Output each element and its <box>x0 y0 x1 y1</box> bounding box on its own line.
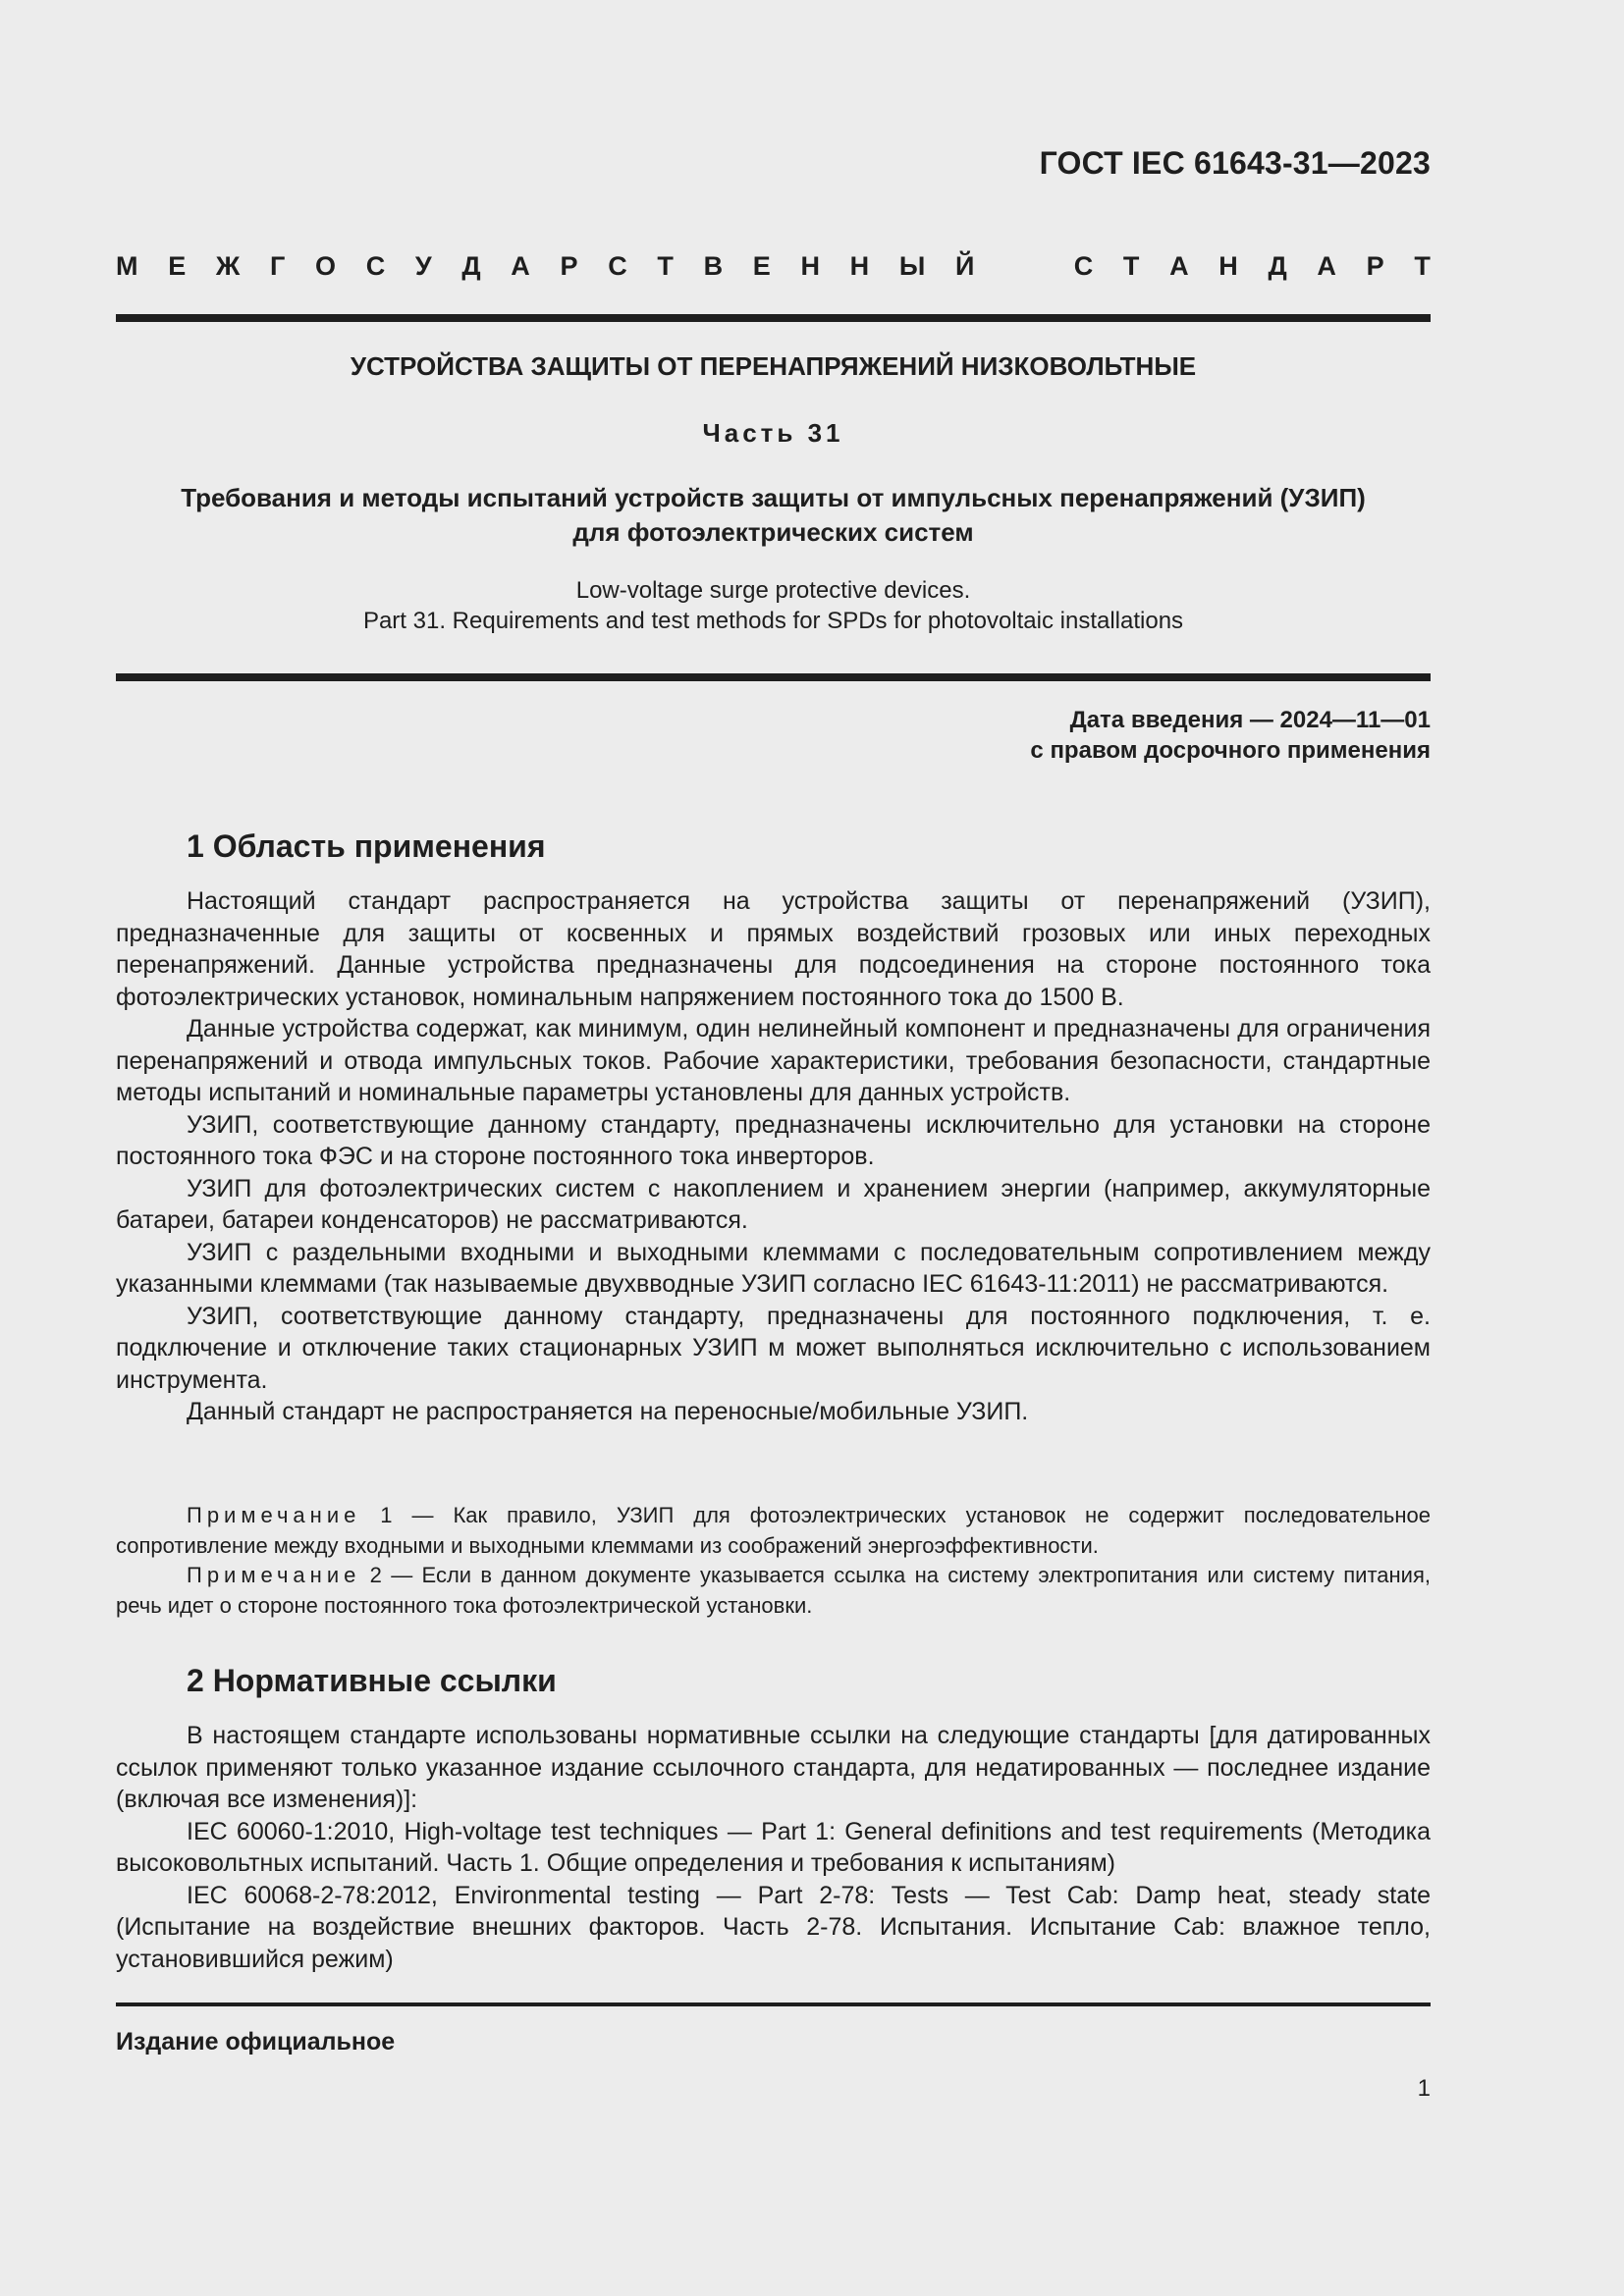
kind-letter: А <box>1169 251 1189 281</box>
section-2-title: 2 Нормативные ссылки <box>187 1663 557 1698</box>
document-page <box>116 0 1431 2296</box>
paragraph: УЗИП, соответствующие данному стандарту, предназначены для постоянного подключения, т. е. подключение и отключение таких стационарных УЗИП м может выполняться исключительно с использованием инструмента. <box>116 1302 1431 1394</box>
subtitle-line: для фотоэлектрических систем <box>572 517 974 547</box>
note-text: 1 — Как правило, УЗИП для фотоэлектрических установок не содержит последовательное сопротивление между входными и выходными клеммами из соображений энергоэффективности. <box>116 1503 1431 1558</box>
kind-letter: Н <box>800 251 820 281</box>
section-1-title: 1 Область применения <box>187 828 546 864</box>
note <box>116 1561 1431 1621</box>
note <box>116 1501 1431 1561</box>
word-gap <box>1004 251 1044 282</box>
kind-letter: В <box>703 251 724 281</box>
subtitle-line: Требования и методы испытаний устройств защиты от импульсных перенапряжений (УЗИП) <box>181 483 1366 512</box>
paragraph: Данный стандарт не распространяется на переносные/мобильные УЗИП. <box>187 1398 1029 1425</box>
top-divider <box>116 314 1431 322</box>
section-1-notes <box>116 1501 1431 1621</box>
kind-letter: Ы <box>898 251 926 281</box>
standard-kind-heading <box>116 251 1431 282</box>
paragraph: УЗИП с раздельными входными и выходными клеммами с последовательным сопротивлением между указанными клеммами (так называемые двухвводные УЗИП согласно IEC 61643-11:2011) не рассматриваются. <box>116 1238 1431 1298</box>
note-label: Примечание <box>187 1503 361 1527</box>
introduction-date <box>1030 705 1431 766</box>
kind-letter: О <box>314 251 336 281</box>
paragraph: Данные устройства содержат, как минимум, один нелинейный компонент и предназначены для ограничения перенапряжений и отвода импульсных токов. Рабочие характеристики, требования безопасности, стандартные методы испытаний и номинальные параметры установлены для данных устройств. <box>116 1015 1431 1106</box>
kind-letter: Г <box>269 251 286 281</box>
kind-letter: А <box>1317 251 1336 281</box>
note-label: Примечание <box>187 1563 361 1587</box>
document-code: ГОСТ IEC 61643-31—2023 <box>1039 145 1431 181</box>
kind-letter: Р <box>560 251 578 281</box>
english-title-line: Part 31. Requirements and test methods for SPDs for photovoltaic installations <box>362 608 1184 634</box>
paragraph: В настоящем стандарте использованы нормативные ссылки на следующие стандарты [для датированных ссылок применяют только указанное издание ссылочного стандарта, для недатированных — последнее издание (включая все изменения)]: <box>116 1722 1431 1813</box>
kind-letter: Н <box>849 251 870 281</box>
title-divider <box>116 673 1431 681</box>
english-title-line: Low-voltage surge protective devices. <box>575 577 971 604</box>
paragraph: УЗИП, соответствующие данному стандарту, предназначены исключительно для установки на стороне постоянного тока ФЭС и на стороне постоянного тока инверторов. <box>116 1110 1431 1170</box>
part-label: Часть 31 <box>702 418 844 448</box>
kind-letter: Т <box>1122 251 1140 281</box>
kind-letter: Ж <box>215 251 241 281</box>
kind-letter: Р <box>1366 251 1384 281</box>
page-number: 1 <box>1417 2075 1431 2102</box>
kind-letter: Д <box>1268 251 1287 281</box>
section-1-body <box>116 885 1431 1428</box>
kind-letter: У <box>414 251 432 281</box>
footer-divider <box>116 2002 1431 2006</box>
kind-letter: Е <box>168 251 187 281</box>
paragraph: Настоящий стандарт распространяется на устройства защиты от перенапряжений (УЗИП), предназначенные для защиты от косвенных и прямых воздействий грозовых или иных переходных перенапряжений. Данные устройства предназначены для подсоединения на стороне постоянного тока фотоэлектрических установок, номинальным напряжением постоянного тока до 1500 В. <box>116 887 1431 1011</box>
english-title <box>116 575 1431 636</box>
kind-letter: Т <box>657 251 674 281</box>
section-2-body <box>116 1720 1431 1975</box>
kind-letter: Й <box>954 251 975 281</box>
kind-letter: Д <box>461 251 481 281</box>
kind-letter: С <box>365 251 386 281</box>
kind-letter: М <box>116 251 138 281</box>
kind-letter: С <box>1073 251 1094 281</box>
kind-letter: Е <box>752 251 771 281</box>
note-text: 2 — Если в данном документе указывается ссылка на систему электропитания или систему питания, речь идет о стороне постоянного тока фотоэлектрической установки. <box>116 1563 1431 1618</box>
paragraph: УЗИП для фотоэлектрических систем с накоплением и хранением энергии (например, аккумуляторные батареи, батареи конденсаторов) не рассматриваются. <box>116 1174 1431 1234</box>
kind-letter: А <box>511 251 530 281</box>
edition-label: Издание официальное <box>116 2028 396 2056</box>
early-application-line: с правом досрочного применения <box>1030 737 1431 764</box>
reference-item: IEC 60068-2-78:2012, Environmental testing — Part 2-78: Tests — Test Cab: Damp heat, steady state (Испытание на воздействие внешних факторов. Часть 2-78. Испытания. Испытание Cab: влажное тепло, установившийся режим) <box>116 1881 1431 1973</box>
document-subtitle <box>116 481 1431 550</box>
kind-letter: Т <box>1414 251 1431 281</box>
intro-date-line: Дата введения — 2024—11—01 <box>1069 707 1431 733</box>
document-title: УСТРОЙСТВА ЗАЩИТЫ ОТ ПЕРЕНАПРЯЖЕНИЙ НИЗКОВОЛЬТНЫЕ <box>350 351 1197 381</box>
kind-letter: С <box>608 251 627 281</box>
reference-item: IEC 60060-1:2010, High-voltage test techniques — Part 1: General definitions and test requirements (Методика высоковольтных испытаний. Часть 1. Общие определения и требования к испытаниям) <box>116 1817 1431 1877</box>
kind-letter: Н <box>1218 251 1238 281</box>
